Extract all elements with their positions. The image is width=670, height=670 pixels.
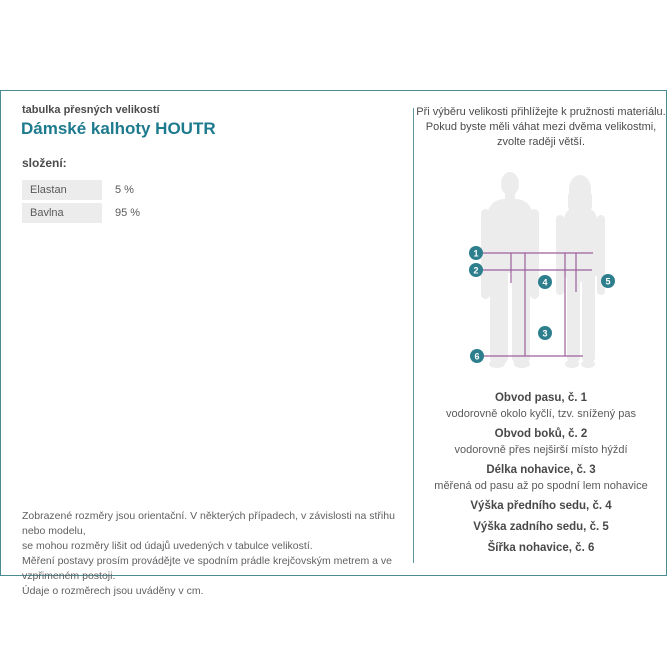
- svg-text:3: 3: [542, 328, 548, 339]
- content-frame: [0, 90, 667, 597]
- measurement-name: Výška zadního sedu, č. 5: [473, 521, 609, 533]
- svg-text:5: 5: [605, 276, 611, 287]
- disclaimer-line: se mohou rozměry lišit od údajů uvedených v tabulce velikostí.: [22, 540, 313, 552]
- disclaimer-line: Zobrazené rozměry jsou orientační. V některých případech, v závislosti na střihu nebo modelu,: [22, 510, 395, 537]
- table-row: [22, 180, 140, 200]
- svg-text:1: 1: [473, 248, 479, 259]
- marker-1: [469, 246, 483, 260]
- disclaimer-line: Měření postavy prosím provádějte ve spodním prádle krejčovským metrem a ve vzpřimeném postoji.: [22, 555, 392, 582]
- measurement-name: Délka nohavice, č. 3: [486, 464, 596, 476]
- page-title: Dámské kalhoty HOUTR: [21, 119, 216, 138]
- size-advice-line: zvolte raději větší.: [496, 136, 586, 148]
- material-label: Bavlna: [22, 203, 102, 223]
- measurement-name: Výška předního sedu, č. 4: [470, 500, 612, 512]
- measurement-description: vodorovně okolo kyčlí, tzv. snížený pas: [446, 408, 636, 420]
- list-item: [414, 519, 668, 535]
- chart-subtitle: tabulka přesných velikostí: [22, 104, 160, 116]
- disclaimer-text: [22, 509, 407, 599]
- size-advice-line: Při výběru velikosti přihlížejte k pružnosti materiálu.: [416, 106, 666, 118]
- measurement-description: měřená od pasu až po spodní lem nohavice: [434, 480, 648, 492]
- disclaimer-line: Údaje o rozměrech jsou uváděny v cm.: [22, 585, 204, 597]
- svg-text:2: 2: [473, 265, 479, 276]
- measurement-description: vodorovně přes nejširší místo hýždí: [454, 444, 628, 456]
- size-advice-line: Pokud byste měli váhat mezi dvěma velikostmi,: [425, 121, 657, 133]
- composition-table: [22, 180, 140, 226]
- svg-text:4: 4: [542, 277, 548, 288]
- material-value: 5 %: [115, 184, 134, 196]
- measurement-name: Šířka nohavice, č. 6: [487, 542, 595, 554]
- list-item: [414, 426, 668, 458]
- list-item: [414, 498, 668, 514]
- list-item: [414, 462, 668, 494]
- measurement-name: Obvod pasu, č. 1: [494, 392, 588, 404]
- marker-3: [538, 326, 552, 340]
- size-advice-text: [414, 105, 668, 150]
- composition-heading: složení:: [22, 156, 67, 170]
- measurement-name: Obvod boků, č. 2: [494, 428, 588, 440]
- marker-4: [538, 275, 552, 289]
- measurement-diagram: [440, 165, 660, 377]
- measurement-list: [414, 390, 668, 561]
- table-row: [22, 203, 140, 223]
- material-label: Elastan: [22, 180, 102, 200]
- marker-5: [601, 274, 615, 288]
- marker-2: [469, 263, 483, 277]
- list-item: [414, 390, 668, 422]
- svg-text:6: 6: [474, 351, 480, 362]
- marker-6: [470, 349, 484, 363]
- material-value: 95 %: [115, 207, 141, 219]
- back-silhouette: [556, 175, 605, 368]
- list-item: [414, 540, 668, 556]
